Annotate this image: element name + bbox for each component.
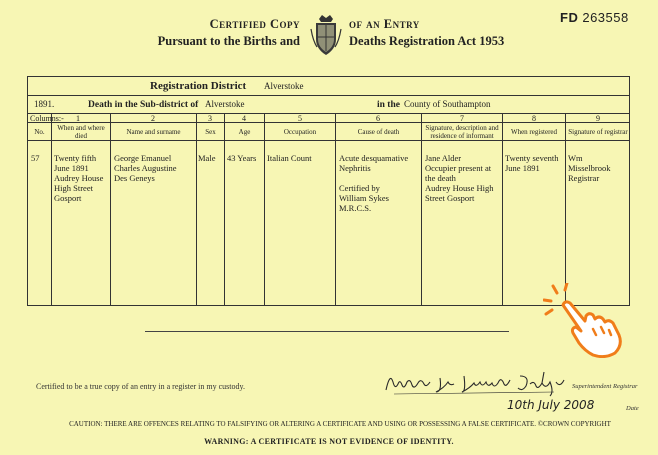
county-value: County of Southampton	[404, 99, 491, 109]
col-number: 4	[242, 114, 246, 123]
death-subdistrict-label: Death in the Sub-district of	[88, 100, 199, 110]
registration-district-row	[28, 77, 629, 96]
col-number: 8	[532, 114, 536, 123]
col-divider	[335, 113, 336, 305]
entry-registrar: Wm Misselbrook Registrar	[568, 153, 611, 183]
certified-statement: Certified to be a true copy of an entry in a register in my custody.	[36, 382, 245, 391]
col-header-occupation: Occupation	[283, 128, 317, 136]
subdistrict-value: Alverstoke	[205, 99, 245, 109]
col-number: 5	[298, 114, 302, 123]
col-number: 3	[208, 114, 212, 123]
header-act: Deaths Registration Act 1953	[349, 34, 505, 48]
col-header-no: No.	[34, 128, 45, 136]
register-entry-table	[27, 76, 630, 306]
col-number: 7	[460, 114, 464, 123]
date-label: Date	[626, 405, 639, 412]
header-left	[150, 16, 300, 50]
entry-informant: Jane Alder Occupier present at the death Audrey House High Street Gosport	[425, 153, 494, 203]
columns-label: Columns:-	[30, 114, 64, 123]
entry-when-where: Twenty fifth June 1891 Audrey House High Street Gosport	[54, 153, 104, 203]
col-number: 1	[76, 114, 80, 123]
header-certified-copy: Certified Copy	[209, 17, 300, 31]
certificate-date: 10th July 2008	[507, 398, 595, 412]
col-header-age: Age	[238, 128, 251, 136]
col-header-when-registered: When registered	[510, 128, 558, 136]
col-number: 2	[151, 114, 155, 123]
registration-district-value: Alverstoke	[264, 81, 304, 91]
col-number: 6	[376, 114, 380, 123]
serial-digits: 263558	[582, 10, 629, 25]
header-pursuant: Pursuant to the Births and	[157, 34, 300, 48]
header-right	[349, 16, 569, 50]
royal-crest-icon	[309, 13, 343, 57]
serial-prefix: FD	[560, 10, 579, 25]
col-header-sex: Sex	[205, 128, 216, 136]
col-divider	[565, 113, 566, 305]
col-header-cause: Cause of death	[357, 128, 400, 136]
col-divider	[224, 113, 225, 305]
entry-no: 57	[31, 153, 40, 163]
col-header-when-where: When and where died	[57, 124, 105, 140]
col-divider	[51, 113, 52, 305]
entry-end-line	[145, 331, 509, 332]
col-divider	[421, 113, 422, 305]
entry-occupation: Italian Count	[267, 153, 312, 163]
entry-name: George Emanuel Charles Augustine Des Geneys	[114, 153, 177, 183]
entry-sex: Male	[198, 153, 216, 163]
col-header-registrar: Signature of registrar	[568, 128, 628, 136]
entry-age: 43 Years	[227, 153, 257, 163]
warning-notice: WARNING: A CERTIFICATE IS NOT EVIDENCE OF IDENTITY.	[204, 437, 454, 446]
col-number: 9	[596, 114, 600, 123]
in-the-label: in the	[377, 100, 400, 110]
subdistrict-row	[28, 95, 629, 114]
entry-year: 1891.	[34, 99, 55, 109]
col-divider	[502, 113, 503, 305]
col-divider	[196, 113, 197, 305]
header-of-an-entry: of an Entry	[349, 17, 420, 31]
pointing-hand-icon[interactable]	[543, 283, 633, 358]
col-header-informant: Signature, description and residence of informant	[425, 124, 499, 140]
col-header-name: Name and surname	[126, 128, 181, 136]
registration-district-label: Registration District	[150, 80, 247, 92]
entry-when-registered: Twenty seventh June 1891	[505, 153, 559, 173]
col-divider	[264, 113, 265, 305]
col-divider	[110, 113, 111, 305]
signature-title: Superintendent Registrar	[572, 383, 638, 390]
header-divider	[28, 140, 629, 141]
registrar-signature	[384, 368, 566, 398]
entry-cause: Acute desquamative Nephritis Certified by William Sykes M.R.C.S.	[339, 153, 409, 213]
caution-notice: CAUTION: THERE ARE OFFENCES RELATING TO FALSIFYING OR ALTERING A CERTIFICATE AND USING OR POSSESSING A FALSE CERTIFICATE. ©CROWN COPYRIGHT	[69, 420, 611, 428]
serial-number	[560, 10, 629, 25]
